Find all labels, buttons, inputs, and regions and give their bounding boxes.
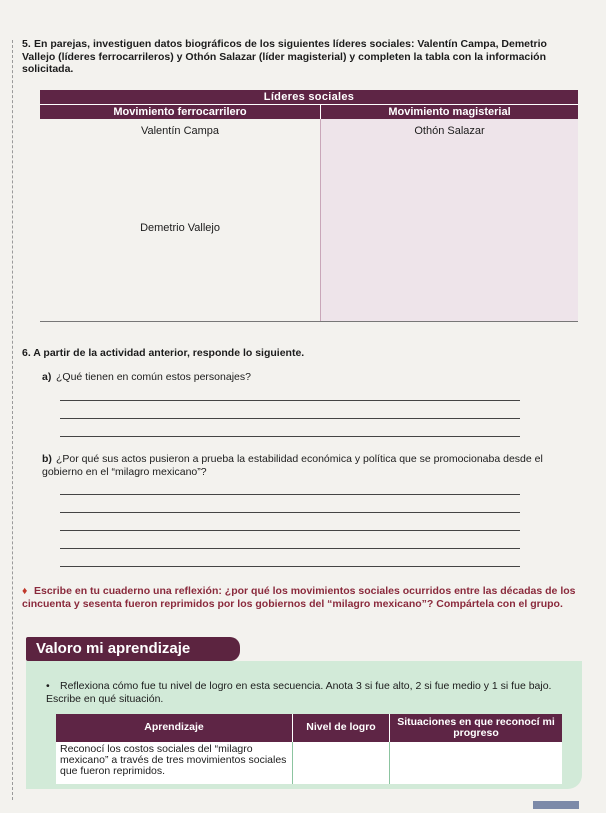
header-situaciones: Situaciones en que reconocí mi progreso xyxy=(390,714,563,742)
answer-line[interactable] xyxy=(60,512,520,513)
question-6-number: 6. xyxy=(22,347,31,359)
cell-aprendizaje-text: Reconocí los costos sociales del “milagro mexicano” a través de tres movimientos sociales que fueron reprimidos. xyxy=(56,742,293,784)
answer-line[interactable] xyxy=(60,566,520,567)
leaders-table-title: Líderes sociales xyxy=(40,90,578,105)
answer-line[interactable] xyxy=(60,494,520,495)
valoro-instruction-text: Reflexiona cómo fue tu nivel de logro en esta secuencia. Anota 3 si fue alto, 2 si fue medio y 1 si fue bajo. Escribe en qué situación. xyxy=(46,680,552,705)
answer-line[interactable] xyxy=(60,530,520,531)
diamond-icon: ♦ xyxy=(22,585,28,597)
header-aprendizaje: Aprendizaje xyxy=(56,714,293,742)
question-5-text: En parejas, investiguen datos biográficos de los siguientes líderes sociales: Valentín Campa, Demetrio Vallejo (líderes ferrocarrileros) y Othón Salazar (líder magisterial) y completen la tabla con la información solicitada. xyxy=(22,38,547,75)
answer-line[interactable] xyxy=(60,400,520,401)
binding-margin-line xyxy=(12,40,13,800)
cell-empty-right[interactable] xyxy=(321,216,578,322)
header-nivel-de-logro: Nivel de logro xyxy=(293,714,390,742)
leaders-table xyxy=(40,90,578,322)
reflection-text: Escribe en tu cuaderno una reflexión: ¿por qué los movimientos sociales ocurridos entre las décadas de los cincuenta y sesenta fueron reprimidos por los gobiernos del “milagro mexicano”? Compártela con el grupo. xyxy=(22,585,576,610)
question-5 xyxy=(22,38,582,76)
page-corner-tab xyxy=(533,801,579,809)
header-railway-movement: Movimiento ferrocarrilero xyxy=(40,105,321,120)
cell-nivel-de-logro[interactable] xyxy=(293,742,390,784)
valoro-instruction xyxy=(46,680,566,705)
header-teachers-movement: Movimiento magisterial xyxy=(321,105,578,120)
reflection-activity xyxy=(22,585,582,610)
valoro-title: Valoro mi aprendizaje xyxy=(36,640,191,657)
cell-demetrio-vallejo[interactable]: Demetrio Vallejo xyxy=(40,216,321,322)
question-6 xyxy=(22,347,304,359)
answer-line[interactable] xyxy=(60,436,520,437)
cell-situaciones[interactable] xyxy=(390,742,563,784)
question-6b-text: ¿Por qué sus actos pusieron a prueba la estabilidad económica y política que se promocionaba desde el gobierno en el “milagro mexicano”? xyxy=(42,453,543,478)
question-6a-label: a) xyxy=(42,371,52,383)
question-6b-label: b) xyxy=(42,453,52,465)
cell-othon-salazar[interactable]: Othón Salazar xyxy=(321,119,578,216)
question-6a xyxy=(42,371,251,383)
self-assessment-table xyxy=(56,714,562,784)
question-5-number: 5. xyxy=(22,38,31,50)
question-6-text: A partir de la actividad anterior, responde lo siguiente. xyxy=(33,347,305,359)
cell-valentin-campa[interactable]: Valentín Campa xyxy=(40,119,321,216)
answer-line[interactable] xyxy=(60,548,520,549)
question-6b xyxy=(42,453,562,478)
answer-line[interactable] xyxy=(60,418,520,419)
bullet-icon: • xyxy=(46,680,50,692)
question-6a-text: ¿Qué tienen en común estos personajes? xyxy=(56,371,251,383)
